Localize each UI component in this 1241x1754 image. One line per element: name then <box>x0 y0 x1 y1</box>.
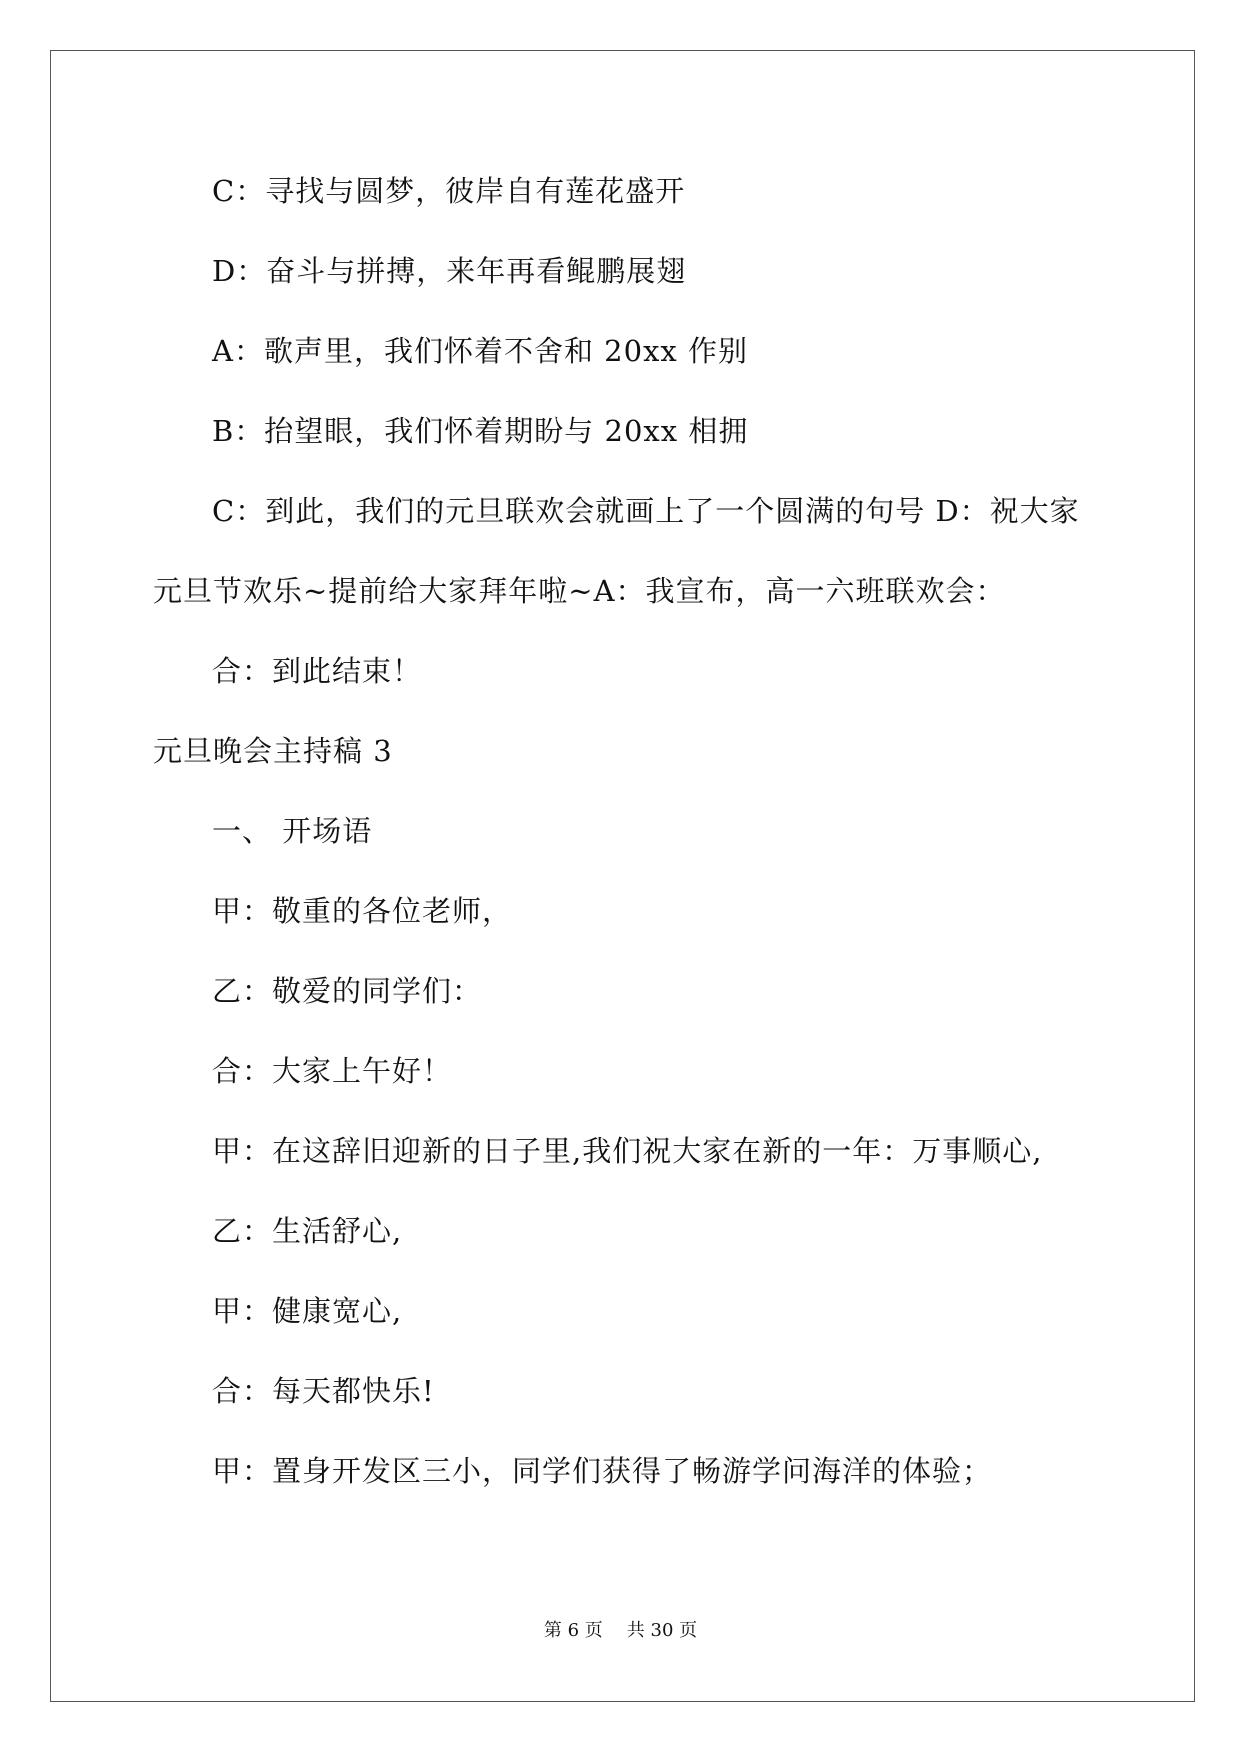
text-line: 乙：敬爱的同学们： <box>212 974 483 1008</box>
text-line: 甲：在这辞旧迎新的日子里,我们祝大家在新的一年：万事顺心, <box>212 1134 1043 1168</box>
text-line: C：到此，我们的元旦联欢会就画上了一个圆满的句号 D：祝大家 <box>212 494 1080 528</box>
text-line: 甲：敬重的各位老师， <box>212 894 513 928</box>
subsection-heading: 一、 开场语 <box>212 814 373 848</box>
text-line: 元旦节欢乐~提前给大家拜年啦~A：我宣布，高一六班联欢会： <box>153 574 1006 608</box>
text-line: 合：大家上午好！ <box>212 1054 453 1088</box>
text-line: A：歌声里，我们怀着不舍和 20xx 作别 <box>212 334 748 368</box>
section-heading: 元旦晚会主持稿 3 <box>153 734 393 768</box>
page-total: 共 30 页 <box>626 1620 698 1641</box>
text-line: 乙：生活舒心, <box>212 1214 403 1248</box>
text-line: D：奋斗与拼搏，来年再看鲲鹏展翅 <box>212 254 687 288</box>
text-line: B：抬望眼，我们怀着期盼与 20xx 相拥 <box>212 414 749 448</box>
text-line: 合：每天都快乐! <box>212 1374 435 1408</box>
text-line: 甲：健康宽心, <box>212 1294 403 1328</box>
text-line: C：寻找与圆梦，彼岸自有莲花盛开 <box>212 174 686 208</box>
page-number: 第 6 页 <box>543 1620 603 1641</box>
text-line: 合：到此结束！ <box>212 654 423 688</box>
page-footer <box>0 1619 1241 1643</box>
text-line: 甲：置身开发区三小，同学们获得了畅游学问海洋的体验； <box>212 1454 993 1488</box>
